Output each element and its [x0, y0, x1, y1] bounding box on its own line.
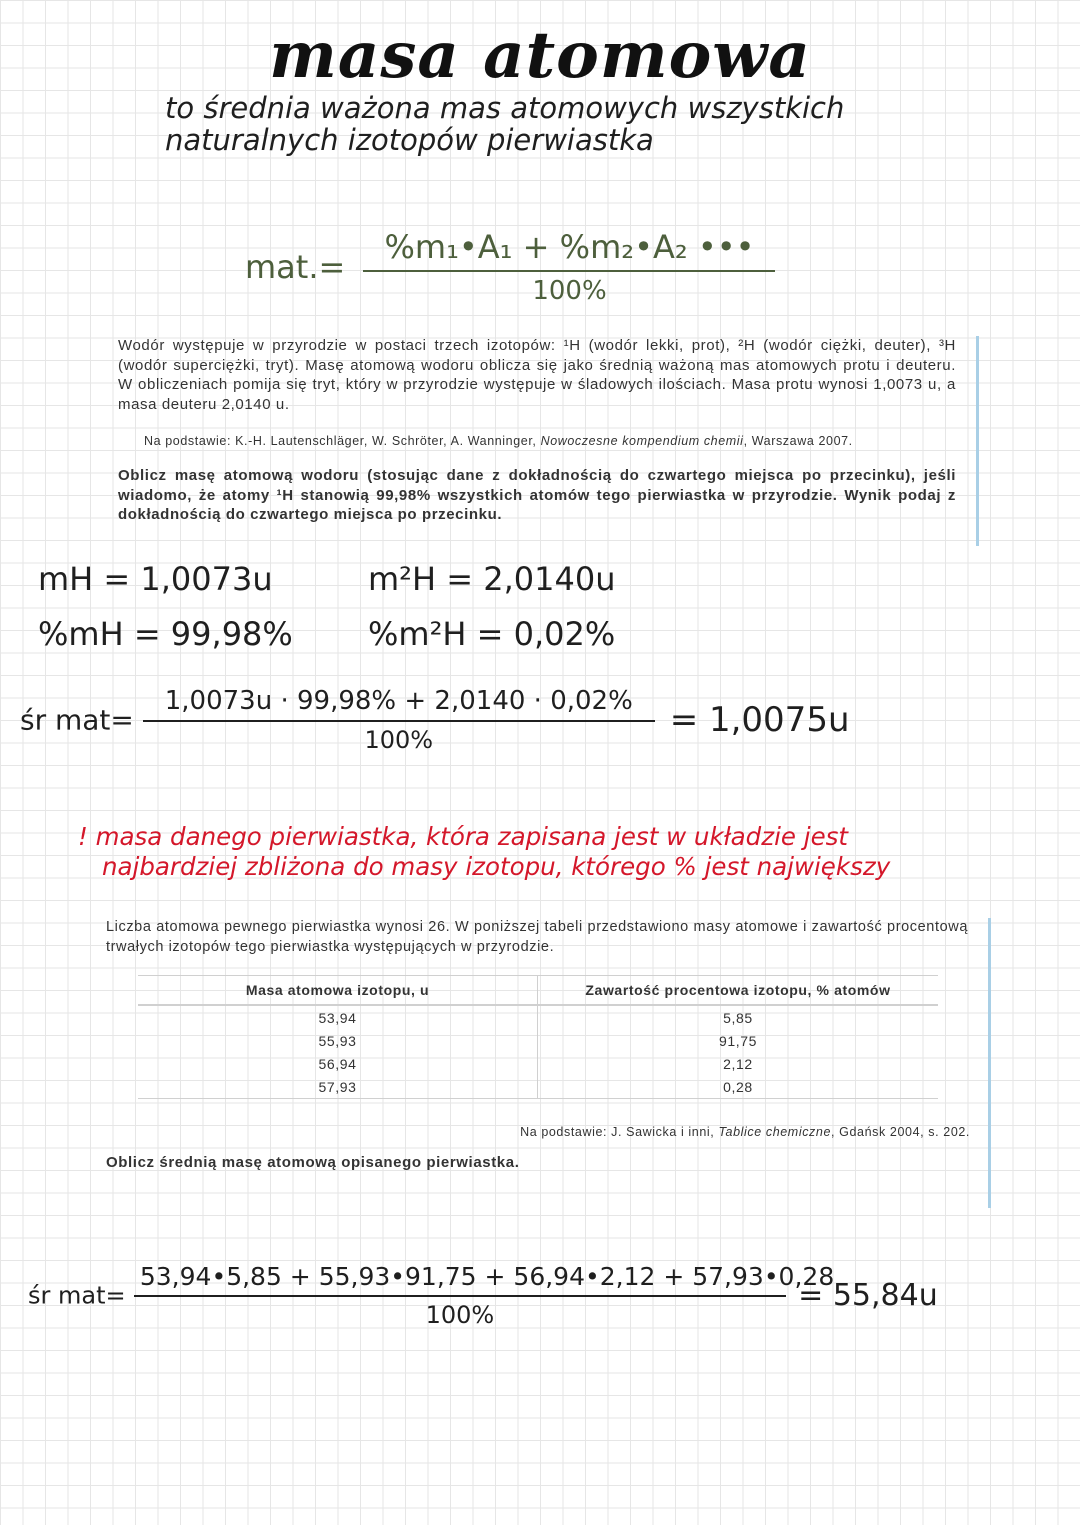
- task1-source: [144, 434, 976, 448]
- table-cell: 91,75: [538, 1029, 939, 1052]
- table-cell: 5,85: [538, 1005, 939, 1029]
- note-line-2: najbardziej zbliżona do masy izotopu, którego % jest największy: [102, 852, 891, 881]
- task2-paragraph: Liczba atomowa pewnego pierwiastka wynosi 26. W poniższej tabeli przedstawiono masy atomowe i zawartość procentową trwałych izotopów tego pierwiastka występujących w przyrodzie.: [106, 919, 968, 955]
- solution1-numerator: 1,0073u · 99,98% + 2,0140 · 0,02%: [143, 686, 655, 722]
- solution1-m-h: mH = 1,0073u: [38, 560, 273, 598]
- task1-question: Oblicz masę atomową wodoru (stosując dane z dokładnością do czwartego miejsca po przecinku), jeśli wiadomo, że atomy ¹H stanowią 99,98% wszystkich atomów tego pierwiastka w przyrodzie. Wynik podaj z dokładnością do czwartego miejsca po przecinku.: [118, 467, 956, 523]
- solution2-result: = 55,84u: [798, 1278, 938, 1313]
- solution1-denominator: 100%: [364, 726, 434, 754]
- table-row: [138, 1075, 938, 1099]
- task1-paragraph: Wodór występuje w przyrodzie w postaci trzech izotopów: ¹H (wodór lekki, prot), ²H (wodór ciężki, deuter), ³H (wodór superciężki, tryt). Masę atomową wodoru oblicza się jako średnią ważoną mas atomowych protu i deuteru. W obliczeniach pomija się tryt, który w przyrodzie występuje w śladowych ilościach. Masa protu wynosi 1,0073 u, a masa deuteru 2,0140 u.: [118, 337, 956, 413]
- solution1-result: = 1,0075u: [669, 700, 850, 740]
- table-cell: 56,94: [318, 1055, 357, 1072]
- task2-question: Oblicz średnią masę atomową opisanego pierwiastka.: [106, 1154, 520, 1171]
- general-formula: [245, 228, 775, 306]
- task2-block: [106, 918, 991, 1208]
- definition-line-2: naturalnych izotopów pierwiastka: [165, 123, 654, 157]
- table-cell: 55,93: [318, 1032, 357, 1049]
- table-row: [138, 1052, 938, 1075]
- solution1-lhs: śr mat=: [20, 703, 134, 737]
- note-line-1: ! masa danego pierwiastka, która zapisana jest w układzie jest: [78, 822, 849, 851]
- task2-source-suffix: , Gdańsk 2004, s. 202.: [831, 1125, 970, 1139]
- table-cell: 0,28: [538, 1075, 939, 1099]
- formula-lhs: mat.=: [245, 248, 346, 286]
- note: [78, 822, 998, 882]
- solution1-equation: [20, 686, 850, 754]
- task1-source-title: Nowoczesne kompendium chemii: [540, 434, 744, 448]
- task2-source-prefix: Na podstawie: J. Sawicka i inni,: [520, 1125, 719, 1139]
- task1-source-suffix: , Warszawa 2007.: [743, 434, 853, 448]
- solution2-denominator: 100%: [425, 1301, 495, 1329]
- table-cell: 2,12: [538, 1052, 939, 1075]
- task2-source: [106, 1125, 988, 1139]
- table-cell: 53,94: [318, 1009, 357, 1026]
- solution1-m-2h: m²H = 2,0140u: [368, 560, 616, 598]
- table-header-percent: Zawartość procentowa izotopu, % atomów: [538, 976, 939, 1006]
- definition: [165, 92, 925, 156]
- task1-block: [118, 336, 979, 546]
- solution1-fraction: [143, 686, 655, 754]
- definition-line-1: to średnia ważona mas atomowych wszystkich: [165, 91, 845, 125]
- table-header-mass: Masa atomowa izotopu, u: [138, 976, 538, 1006]
- solution2-fraction: [134, 1262, 835, 1329]
- solution1-pct-2h: %m²H = 0,02%: [368, 615, 616, 653]
- formula-numerator: %m₁•A₁ + %m₂•A₂ •••: [363, 228, 775, 272]
- solution2-equation: [28, 1262, 938, 1329]
- page-title: masa atomowa: [269, 18, 811, 93]
- solution1-pct-h: %mH = 99,98%: [38, 615, 293, 653]
- table-row: [138, 1005, 938, 1029]
- solution2-numerator: 53,94•5,85 + 55,93•91,75 + 56,94•2,12 + 57,93•0,28: [134, 1262, 786, 1297]
- formula-fraction: [363, 228, 775, 306]
- task1-source-prefix: Na podstawie: K.-H. Lautenschläger, W. Schröter, A. Wanninger,: [144, 434, 541, 448]
- isotope-table: [138, 975, 938, 1099]
- table-header-row: [138, 976, 938, 1006]
- formula-denominator: 100%: [532, 276, 607, 306]
- table-cell: 57,93: [138, 1075, 538, 1099]
- task2-source-title: Tablice chemiczne: [718, 1125, 832, 1139]
- table-row: [138, 1029, 938, 1052]
- solution2-lhs: śr mat=: [28, 1281, 126, 1310]
